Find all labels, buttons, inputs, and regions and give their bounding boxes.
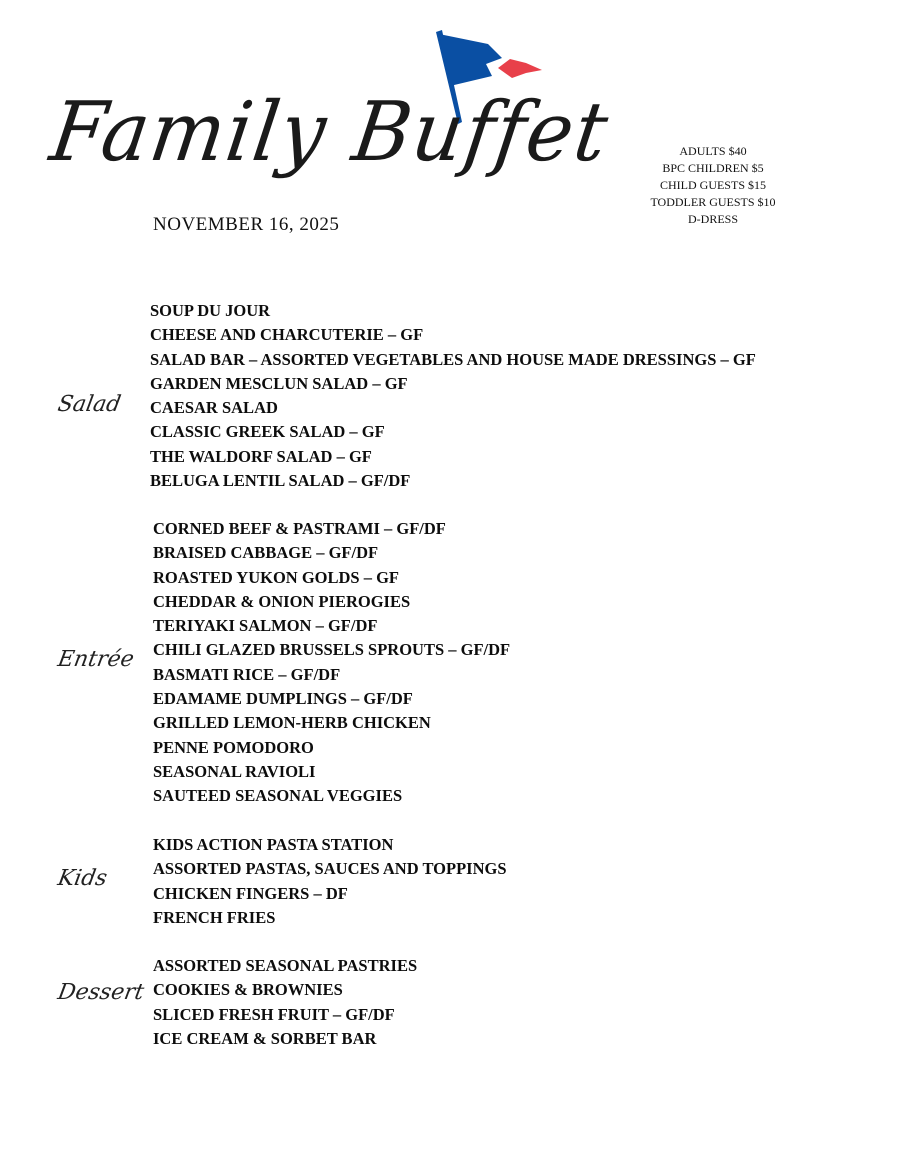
- list-item: GRILLED LEMON-HERB CHICKEN: [153, 713, 431, 733]
- price-child-guests: CHILD GUESTS $15: [659, 178, 766, 192]
- list-item: ASSORTED SEASONAL PASTRIES: [153, 956, 418, 975]
- list-item: CHICKEN FINGERS – DF: [153, 883, 348, 903]
- list-item: ROASTED YUKON GOLDS – GF: [153, 567, 400, 587]
- list-item: ICE CREAM & SORBET BAR: [153, 1028, 377, 1048]
- list-item: SAUTEED SEASONAL VEGGIES: [153, 786, 403, 806]
- section-label-salad: Salad: [55, 392, 123, 417]
- list-item: SOUP DU JOUR: [150, 301, 271, 320]
- list-item: THE WALDORF SALAD – GF: [150, 446, 372, 466]
- list-item: EDAMAME DUMPLINGS – GF/DF: [153, 689, 413, 709]
- list-item: ASSORTED PASTAS, SAUCES AND TOPPINGS: [153, 859, 507, 879]
- dress-code: D-DRESS: [687, 212, 738, 226]
- list-item: GARDEN MESCLUN SALAD – GF: [150, 373, 408, 393]
- list-item: KIDS ACTION PASTA STATION: [153, 835, 394, 854]
- list-item: BASMATI RICE – GF/DF: [153, 664, 341, 684]
- dessert-items: [153, 954, 417, 1051]
- kids-items: [153, 833, 507, 930]
- list-item: CORNED BEEF & PASTRAMI – GF/DF: [153, 519, 446, 538]
- entree-items: [153, 517, 510, 809]
- section-label-entree: Entrée: [55, 647, 136, 672]
- list-item: COOKIES & BROWNIES: [153, 980, 343, 1000]
- list-item: PENNE POMODORO: [153, 737, 314, 757]
- list-item: TERIYAKI SALMON – GF/DF: [153, 616, 378, 636]
- price-adults: ADULTS $40: [679, 144, 747, 158]
- list-item: CAESAR SALAD: [150, 398, 278, 418]
- list-item: BRAISED CABBAGE – GF/DF: [153, 543, 379, 563]
- salad-items: [150, 299, 756, 493]
- list-item: CHILI GLAZED BRUSSELS SPROUTS – GF/DF: [153, 640, 511, 660]
- event-date: NOVEMBER 16, 2025: [153, 214, 340, 235]
- list-item: CLASSIC GREEK SALAD – GF: [150, 422, 385, 442]
- list-item: FRENCH FRIES: [153, 907, 276, 927]
- flag-red-pennant: [498, 59, 542, 78]
- list-item: SLICED FRESH FRUIT – GF/DF: [153, 1004, 395, 1024]
- menu-title: Family Buffet: [45, 85, 616, 180]
- section-label-kids: Kids: [55, 866, 110, 891]
- flag-blue-pennant: [439, 34, 502, 86]
- list-item: SEASONAL RAVIOLI: [153, 761, 316, 781]
- price-list: [613, 143, 813, 228]
- list-item: CHEDDAR & ONION PIEROGIES: [153, 591, 411, 611]
- list-item: CHEESE AND CHARCUTERIE – GF: [150, 325, 424, 345]
- section-label-dessert: Dessert: [55, 980, 146, 1005]
- list-item: BELUGA LENTIL SALAD – GF/DF: [150, 471, 411, 491]
- price-toddler-guests: TODDLER GUESTS $10: [650, 195, 776, 209]
- list-item: SALAD BAR – ASSORTED VEGETABLES AND HOUSE MADE DRESSINGS – GF: [150, 349, 756, 369]
- price-bpc-children: BPC CHILDREN $5: [662, 161, 764, 175]
